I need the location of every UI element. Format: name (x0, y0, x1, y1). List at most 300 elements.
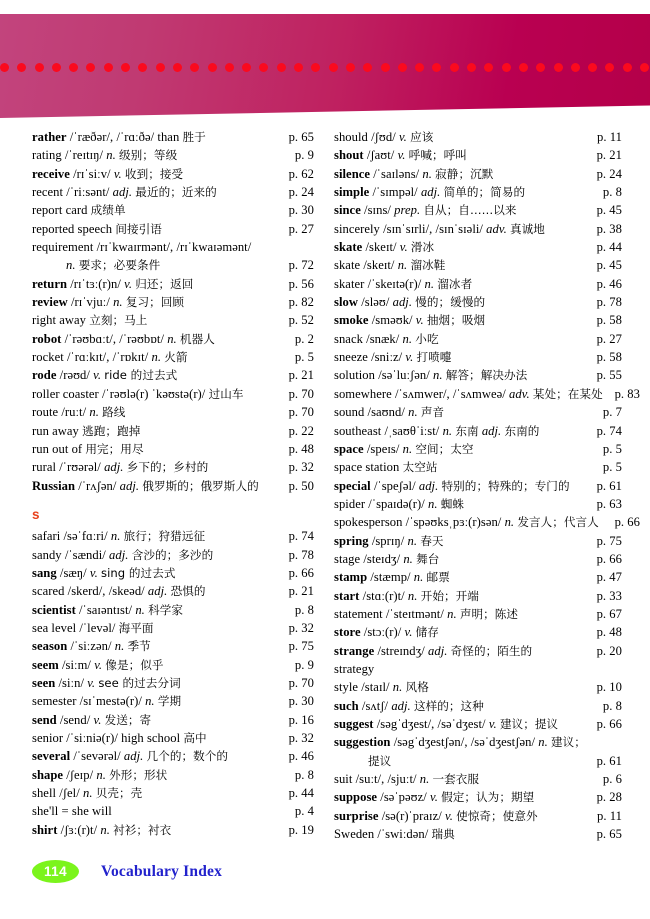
entry-part-of-speech: n. (413, 570, 424, 585)
entry-translation: 要求；必要条件 (78, 258, 161, 273)
vocabulary-entry (334, 348, 634, 366)
entry-term: route (32, 405, 59, 420)
vocabulary-entry (32, 348, 314, 366)
vocabulary-entry (32, 477, 314, 495)
entry-part-of-speech: n. (106, 148, 116, 163)
entry-phonetic: /ʃʊd/ (371, 130, 396, 144)
entry-term: start (334, 588, 360, 603)
banner-dot (69, 63, 78, 72)
vocabulary-entry (32, 275, 314, 293)
entry-term: suit (334, 772, 353, 787)
entry-phonetic: /streɪndʒ/ (377, 643, 425, 658)
entry-translation: 储存 (415, 625, 439, 640)
footer-section-title: Vocabulary Index (101, 862, 223, 880)
entry-translation: 风格 (405, 680, 429, 695)
banner-dot (138, 63, 147, 72)
entry-term: such (334, 698, 359, 713)
entry-term: receive (32, 166, 70, 181)
entry-page-reference: p. 19 (288, 822, 314, 837)
banner-dot (104, 63, 113, 72)
entry-page-reference: p. 75 (288, 639, 314, 654)
vocabulary-entry (334, 697, 634, 715)
banner-dot (277, 63, 286, 72)
entry-part-of-speech: n. (167, 331, 177, 346)
banner-dot (571, 63, 580, 72)
entry-phonetic: /ˈskeɪtə(r)/ (367, 276, 422, 291)
entry-translation: see 的过去分词 (98, 675, 181, 690)
entry-term: rural (32, 460, 57, 475)
entry-term-extra: than (157, 130, 180, 144)
banner-dot (225, 63, 234, 72)
entry-translation: 打喷嚏 (416, 350, 452, 365)
vocabulary-entry (32, 330, 314, 348)
entry-translation: 级别；等级 (119, 148, 178, 163)
entry-page-reference: p. 9 (294, 148, 314, 163)
entry-page-reference: p. 8 (602, 185, 622, 200)
entry-phonetic: /siːn/ (58, 675, 84, 690)
entry-part-of-speech: n. (100, 822, 110, 837)
entry-translation: 立刻；马上 (89, 313, 148, 328)
vocabulary-entry (32, 637, 314, 655)
entry-translation: 路线 (102, 405, 126, 420)
entry-translation: 蜘蛛 (440, 496, 465, 511)
entry-page-reference: p. 30 (288, 694, 314, 709)
entry-phonetic: /ˈsaɪəntɪst/ (79, 602, 133, 617)
entry-translation: 衬衫；衬衣 (113, 822, 172, 837)
entry-term: stage (334, 551, 361, 566)
banner-dot-row (0, 61, 650, 73)
vocabulary-entry (32, 422, 314, 440)
entry-translation: 海平面 (118, 620, 154, 635)
entry-page-reference: p. 10 (596, 680, 622, 695)
entry-page-reference: p. 67 (596, 606, 622, 621)
entry-phonetic: /rəʊd/ (59, 368, 90, 383)
entry-phonetic: /səˈpəʊz/ (380, 790, 427, 805)
entry-phonetic: /ˈrəʊbɑːt/, /ˈrəʊbɒt/ (64, 331, 164, 346)
entry-translation: 火箭 (164, 350, 188, 365)
vocabulary-entry (32, 582, 314, 600)
entry-page-reference: p. 45 (596, 258, 622, 273)
entry-term: robot (32, 331, 62, 346)
entry-translation: 空间；太空 (415, 441, 474, 456)
vocabulary-entry (334, 275, 634, 293)
entry-translation: 间接引语 (115, 221, 162, 236)
vocabulary-index-columns (0, 128, 650, 842)
entry-translation: 复习；回顾 (125, 295, 185, 310)
entry-term: skate (334, 240, 363, 255)
entry-term: seem (32, 657, 59, 672)
banner-dot (640, 63, 649, 72)
entry-page-reference: p. 56 (288, 276, 314, 291)
vocabulary-entry (32, 403, 314, 421)
entry-part-of-speech: n. (419, 772, 430, 787)
vocabulary-entry (334, 293, 634, 311)
entry-page-reference: p. 22 (288, 423, 314, 438)
entry-phonetic: /rɪˈvjuː/ (70, 295, 110, 310)
entry-term: statement (334, 606, 383, 621)
entry-part-of-speech: n. (151, 350, 162, 365)
vocabulary-entry (334, 477, 634, 495)
entry-page-reference: p. 70 (288, 405, 314, 420)
entry-phonetic: /ˈrʌʃən/ (78, 478, 117, 493)
vocabulary-entry (334, 220, 634, 238)
entry-term: recent (32, 185, 64, 200)
vocabulary-entry (334, 330, 634, 348)
entry-translation: 假定；认为；期望 (441, 790, 535, 805)
banner-dot (502, 63, 511, 72)
entry-part-of-speech: v. (444, 808, 453, 823)
entry-part-of-speech: adj. (428, 643, 448, 658)
vocabulary-entry (334, 733, 634, 751)
entry-term: season (32, 639, 68, 654)
banner-dot (208, 63, 217, 72)
vocabulary-entry (334, 550, 634, 568)
entry-page-reference: p. 62 (288, 166, 314, 181)
entry-part-of-speech: adj. (119, 478, 140, 493)
vocabulary-entry (334, 513, 640, 531)
entry-part-of-speech: n. (447, 606, 457, 621)
vocabulary-entry (32, 601, 314, 619)
entry-part-of-speech: adj. (109, 547, 129, 562)
entry-term: requirement (32, 240, 94, 255)
entry-phonetic: /sə(r)ˈpraɪz/ (381, 808, 442, 823)
banner-dot (519, 63, 528, 72)
entry-phonetic: /sæŋ/ (59, 565, 87, 580)
entry-translation: 过山车 (208, 386, 244, 401)
entry-phonetic: /ˈspəʊksˌpɜː(r)sən/ (405, 515, 502, 530)
entry-page-reference: p. 5 (602, 460, 622, 475)
entry-page-reference: p. 47 (596, 570, 622, 585)
entry-phonetic: /ˈlevəl/ (79, 620, 116, 635)
entry-translation: 真诚地 (509, 221, 545, 236)
entry-term: suggest (334, 717, 374, 731)
entry-phonetic: /saʊnd/ (367, 405, 405, 420)
vocabulary-entry (32, 201, 314, 219)
entry-translation: 恐惧的 (170, 584, 206, 599)
vocabulary-entry (32, 238, 314, 256)
vocabulary-entry (32, 146, 314, 164)
entry-translation: 收到；接受 (124, 166, 184, 181)
entry-translation: 春天 (420, 533, 444, 548)
vocabulary-entry (334, 660, 634, 678)
entry-phonetic: /səˈfɑːri/ (63, 529, 108, 544)
entry-phonetic: /ʃeɪp/ (66, 767, 94, 782)
entry-term: run out of (32, 441, 83, 456)
entry-term: spring (334, 533, 369, 548)
entry-translation-2: 东南的 (504, 423, 540, 438)
entry-part-of-speech: adj. (147, 584, 168, 599)
entry-translation: 某处；在某处 (532, 386, 603, 401)
entry-page-reference: p. 58 (596, 313, 622, 328)
entry-translation: 高中 (183, 731, 207, 745)
entry-translation: 声音 (420, 405, 445, 420)
entry-translation: 机器人 (179, 331, 215, 346)
entry-page-reference: p. 45 (596, 203, 622, 218)
entry-term: suggestion (334, 735, 391, 750)
entry-part-of-speech: n. (538, 735, 548, 750)
entry-phonetic: /stɔː(r)/ (363, 625, 402, 640)
entry-phonetic: /sprɪŋ/ (371, 533, 405, 548)
banner-dot (294, 63, 303, 72)
entry-phonetic: /ˈrɑːkɪt/, /ˈrɒkɪt/ (66, 350, 149, 365)
right-column (334, 128, 640, 843)
entry-part-of-speech: n. (397, 258, 408, 273)
entry-page-reference: p. 66 (614, 515, 640, 530)
entry-phonetic: /ˈsaɪləns/ (373, 166, 420, 181)
banner-dot (381, 63, 390, 72)
entry-term: spokesperson (334, 515, 403, 530)
vocabulary-entry (32, 821, 314, 839)
entry-phonetic: /ˈrəʊlə(r) ˈkəʊstə(r)/ (101, 386, 206, 401)
entry-page-reference: p. 74 (596, 423, 622, 438)
left-column (32, 128, 314, 839)
entry-page-reference: p. 65 (288, 130, 314, 144)
vocabulary-entry (32, 656, 314, 674)
entry-translation: 旅行；狩猎远征 (123, 529, 206, 544)
entry-phonetic: /ruːt/ (61, 405, 87, 420)
vocabulary-entry (334, 201, 634, 219)
page-header-banner (0, 14, 650, 118)
entry-translation: 邮票 (426, 570, 450, 585)
entry-page-reference: p. 75 (596, 533, 622, 548)
banner-dot (121, 63, 130, 72)
entry-part-of-speech: v. (399, 240, 408, 255)
entry-term: slow (334, 295, 358, 310)
entry-page-reference: p. 24 (596, 166, 622, 181)
entry-translation: 声明；陈述 (459, 606, 519, 621)
entry-phonetic: /sʌtʃ/ (361, 698, 389, 713)
vocabulary-entry (334, 366, 634, 384)
entry-term: sound (334, 405, 365, 420)
entry-page-reference: p. 33 (596, 588, 622, 603)
entry-page-reference: p. 2 (294, 331, 314, 346)
entry-phonetic: /speɪs/ (366, 441, 400, 456)
entry-phonetic: /stɑː(r)t/ (362, 588, 405, 603)
entry-phonetic: /ˌsaʊθˈiːst/ (384, 423, 440, 438)
banner-dot (259, 63, 268, 72)
banner-dot (242, 63, 251, 72)
entry-phonetic: /ˈsiːzən/ (70, 639, 112, 654)
entry-translation: 提议 (368, 753, 392, 768)
banner-dot (554, 63, 563, 72)
entry-part-of-speech: adj. (123, 749, 144, 764)
entry-part-of-speech: n. (442, 423, 453, 438)
entry-translation: 发送；寄 (104, 712, 152, 727)
entry-term: silence (334, 166, 371, 181)
entry-term: safari (32, 529, 61, 544)
entry-term: review (32, 295, 68, 310)
entry-translation: 一套衣服 (432, 772, 480, 787)
entry-part-of-speech: n. (402, 441, 413, 456)
vocabulary-entry (334, 440, 634, 458)
vocabulary-entry (32, 564, 314, 582)
entry-translation: 慢的；缓慢的 (415, 295, 486, 310)
banner-dot (0, 63, 9, 72)
entry-phonetic: /ˈrʊərəl/ (59, 460, 101, 475)
banner-dot (35, 63, 44, 72)
entry-term: roller coaster (32, 386, 99, 401)
entry-part-of-speech-2: adj. (481, 423, 502, 438)
vocabulary-entry (32, 440, 314, 458)
entry-term: smoke (334, 313, 369, 328)
vocabulary-entry (32, 293, 314, 311)
entry-translation: 舞台 (416, 551, 440, 566)
vocabulary-entry (334, 587, 634, 605)
entry-page-reference: p. 66 (596, 717, 622, 731)
entry-page-reference: p. 8 (294, 767, 314, 782)
entry-part-of-speech: v. (488, 717, 497, 731)
entry-page-reference: p. 30 (288, 203, 314, 218)
entry-part-of-speech: n. (96, 767, 106, 782)
entry-term: since (334, 203, 361, 218)
banner-dot (190, 63, 199, 72)
entry-part-of-speech: prep. (394, 203, 421, 218)
entry-term: scientist (32, 602, 76, 617)
banner-dot (415, 63, 424, 72)
vocabulary-entry (32, 458, 314, 476)
entry-phonetic: /staɪl/ (361, 680, 390, 695)
page-footer (32, 860, 222, 883)
entry-term: shape (32, 767, 64, 782)
entry-term: semester (32, 694, 77, 709)
entry-part-of-speech: adj. (112, 185, 133, 200)
vocabulary-entry (334, 532, 634, 550)
entry-page-reference: p. 9 (294, 657, 314, 672)
entry-page-reference: p. 66 (596, 551, 622, 566)
entry-page-reference: p. 82 (288, 295, 314, 310)
banner-dot (86, 63, 95, 72)
entry-translation: 含沙的；多沙的 (131, 547, 214, 562)
entry-term: surprise (334, 808, 379, 823)
entry-part-of-speech: v. (94, 657, 103, 672)
vocabulary-entry (32, 165, 314, 183)
entry-translation: 抽烟；吸烟 (426, 313, 486, 328)
vocabulary-entry (334, 146, 634, 164)
entry-part-of-speech: n. (89, 405, 99, 420)
entry-phonetic: /ˈspaɪdə(r)/ (368, 496, 425, 511)
entry-page-reference: p. 61 (596, 478, 622, 493)
vocabulary-entry (32, 546, 314, 564)
entry-term-extra: high school (121, 731, 181, 745)
entry-term: solution (334, 368, 375, 383)
entry-translation: 使惊奇；使意外 (456, 808, 538, 823)
vocabulary-entry (334, 678, 634, 696)
entry-term: rocket (32, 350, 64, 365)
entry-page-reference: p. 44 (596, 240, 622, 255)
entry-part-of-speech: v. (404, 625, 413, 640)
entry-term: sea level (32, 620, 77, 635)
entry-translation: 奇怪的；陌生的 (450, 643, 533, 658)
entry-page-reference: p. 65 (596, 827, 622, 842)
banner-dot (346, 63, 355, 72)
entry-page-reference: p. 5 (294, 350, 314, 365)
entry-term: store (334, 625, 361, 640)
entry-page-reference: p. 11 (597, 130, 622, 144)
entry-phonetic: /ˈsiːniə(r)/ (66, 731, 118, 745)
entry-term: sneeze (334, 350, 368, 365)
entry-term: scared (32, 584, 65, 599)
vocabulary-entry (334, 807, 634, 825)
vocabulary-entry (334, 385, 640, 403)
entry-translation: 胜于 (182, 130, 206, 144)
vocabulary-entry (32, 802, 314, 820)
vocabulary-entry (32, 711, 314, 729)
entry-term: send (32, 712, 57, 727)
vocabulary-entry (334, 183, 634, 201)
entry-part-of-speech: adj. (104, 460, 124, 475)
banner-dot (17, 63, 26, 72)
entry-part-of-speech: n. (407, 533, 418, 548)
entry-translation: 瑞典 (431, 827, 455, 842)
entry-phonetic: /ˈreɪtɪŋ/ (64, 148, 104, 163)
left-column-entries-r (32, 128, 314, 495)
banner-dot (484, 63, 493, 72)
entry-phonetic: /skeɪt/ (363, 258, 395, 273)
entry-part-of-speech: v. (124, 276, 133, 291)
entry-page-reference: p. 72 (288, 258, 314, 273)
entry-part-of-speech: n. (424, 276, 435, 291)
entry-phonetic: /ʃaʊt/ (366, 148, 395, 163)
entry-phonetic: /suːt/, /sjuːt/ (355, 772, 417, 787)
entry-term: report card (32, 203, 88, 218)
entry-term: several (32, 749, 71, 764)
entry-page-reference: p. 16 (288, 712, 314, 727)
entry-phonetic: /skeɪt/ (365, 240, 397, 255)
entry-term: special (334, 478, 371, 493)
entry-part-of-speech: n. (403, 551, 413, 566)
entry-translation: 最近的；近来的 (135, 185, 217, 200)
banner-dot (467, 63, 476, 72)
vocabulary-entry (334, 128, 634, 146)
entry-part-of-speech: n. (402, 331, 413, 346)
entry-phonetic: /ˈriːsənt/ (66, 185, 110, 200)
entry-phonetic: /ˈspeʃəl/ (373, 478, 416, 493)
entry-phonetic: /stæmp/ (370, 570, 411, 585)
vocabulary-entry (334, 422, 634, 440)
entry-translation: 溜冰鞋 (410, 258, 446, 273)
entry-term: shirt (32, 822, 58, 837)
vocabulary-entry (334, 568, 634, 586)
entry-term: senior (32, 731, 64, 745)
entry-part-of-speech: v. (93, 368, 102, 383)
entry-page-reference: p. 28 (596, 790, 622, 805)
entry-term: style (334, 680, 359, 695)
entry-translation: 东南 (455, 423, 479, 438)
vocabulary-entry (32, 766, 314, 784)
banner-dot (432, 63, 441, 72)
entry-translation: 几个的；数个的 (146, 749, 229, 764)
entry-continuation-line (334, 752, 634, 770)
entry-phonetic: /ˈsteɪtmənt/ (385, 606, 444, 621)
banner-dot (363, 63, 372, 72)
vocabulary-entry (334, 458, 634, 476)
entry-term: sandy (32, 547, 62, 562)
entry-term: simple (334, 185, 370, 200)
entry-part-of-speech: n. (428, 496, 438, 511)
banner-dot (156, 63, 165, 72)
vocabulary-entry (334, 825, 634, 843)
entry-term: run away (32, 423, 79, 438)
entry-part-of-speech: adj. (391, 698, 411, 713)
entry-phonetic: /rɪˈsiːv/ (73, 166, 111, 181)
entry-page-reference: p. 70 (288, 386, 314, 401)
left-column-entries-s (32, 527, 314, 839)
entry-phonetic: /steɪdʒ/ (363, 551, 401, 566)
entry-translation: 俄罗斯的；俄罗斯人的 (142, 478, 259, 493)
entry-term: sang (32, 565, 57, 580)
entry-term: Sweden (334, 827, 375, 842)
entry-term: strange (334, 643, 375, 658)
